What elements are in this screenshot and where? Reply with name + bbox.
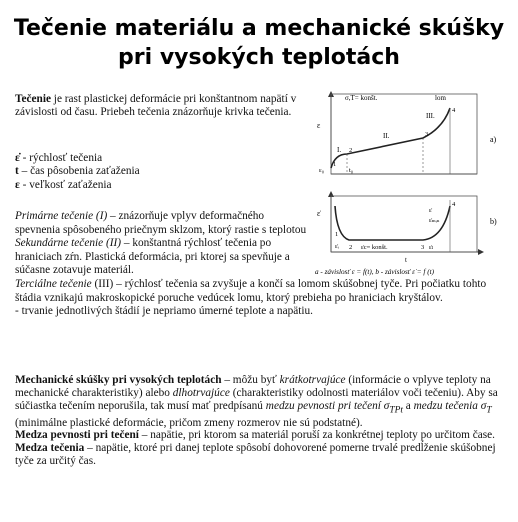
symbol-desc: – čas pôsobenia zaťaženia: [18, 165, 140, 178]
fig-eps-axis: ε: [317, 121, 321, 130]
symbol-row: [15, 165, 305, 178]
fig-stage-1: I.: [337, 146, 342, 154]
tests-text: (charakteristiky odolnosti materiálov voči tečeniu). Aby sa súčiastka tečením neporušila, tak musí mať predpísanú: [15, 386, 498, 412]
secondary-stage: [15, 237, 310, 278]
creep-curve-figure: [305, 88, 515, 280]
fig-b4: 4: [452, 201, 456, 208]
fig-t0: t₀: [349, 167, 354, 174]
slide-title: [0, 14, 518, 72]
tests-text: (minimálne plastické deformácie, pričom zmeny rozmerov nie sú podstatné).: [15, 416, 363, 429]
fig-pt-3: 3: [425, 131, 429, 138]
fig-b1: 1: [335, 231, 339, 238]
creep-strength-label: medzu pevnosti pri tečení σ: [265, 399, 390, 412]
short-term: krátkotrvajúce: [279, 374, 346, 386]
fig-stage-2: II.: [383, 132, 390, 140]
symbol: t: [15, 165, 19, 178]
tertiary-term: Terciálne tečenie: [15, 277, 92, 290]
mechanical-tests: [15, 374, 507, 468]
creep-strength-limit: [265, 399, 403, 415]
definition-term: Medza pevnosti pri tečení: [15, 429, 139, 442]
fig-label-top: σ,T= konšt.: [345, 94, 378, 102]
symbol-legend: [15, 152, 305, 192]
definition-term: Medza tečenia: [15, 442, 85, 455]
intro-text: je rast plastickej deformácie pri konštantnom napätí v závislosti od času. Priebeh tečenia znázorňuje krivka tečenia.: [15, 93, 297, 119]
secondary-term: Sekundárne tečenie (II): [15, 237, 122, 250]
creep-limit-sub: T: [486, 404, 492, 415]
fig-pt-1: 1: [333, 161, 337, 168]
symbol-desc: - rýchlosť tečenia: [19, 152, 103, 164]
fig-b3: 3: [421, 244, 425, 251]
secondary-text: – konštantná rýchlosť tečenia po hraniciach zŕn. Plastická deformácia, pri ktorej sa spevňuje a súčasne zotavuje materiál.: [15, 237, 290, 277]
fig-pt-2: 2: [349, 147, 353, 154]
tests-text: (informácie o vplyve teploty na mechanické charakteristiky) alebo: [15, 374, 491, 399]
panel-b: [317, 194, 497, 264]
fig-panel-b: b): [490, 217, 497, 226]
symbol-desc: - veľkosť zaťaženia: [19, 178, 112, 191]
fig-epsdot-c: ε̇c= konšt.: [361, 244, 388, 251]
tertiary-text: (III) – rýchlosť tečenia sa zvyšuje a končí sa lomom skúšobnej tyče. Pri počiatku tohto štádia vznikajú makroskopické poruche vedúcek lomu, ktorý prebieha po hraniciach kryštálov.: [15, 277, 487, 304]
fig-epsdot-label: ε̇: [429, 207, 432, 214]
fig-epsdot-min: ε̇ₘᵢₙ: [429, 217, 440, 224]
fig-panel-a: a): [490, 135, 497, 144]
fig-epsdot-axis: ε̇: [317, 209, 321, 218]
tests-paragraph: [15, 374, 507, 429]
symbol: ε̇: [15, 152, 20, 164]
tests-heading: Mechanické skúšky pri vysokých teplotách: [15, 374, 222, 386]
fig-epsdot-l: ε̇ₗ: [429, 244, 434, 251]
fig-eps0: ε₀: [319, 167, 324, 174]
fig-t-axis: t: [405, 256, 407, 264]
long-term: dlhotrvajúce: [172, 386, 230, 399]
panel-a-frame: [331, 94, 477, 174]
intro-term: Tečenie: [15, 93, 51, 105]
primary-stage: [15, 210, 310, 237]
fig-lom: lom: [435, 94, 446, 102]
tests-text: a: [402, 399, 414, 412]
definition-text: – napätie, pri ktorom sa materiál poruší za konkrétnej teploty po určitom čase.: [138, 429, 495, 442]
fig-epsdot-i: ε̇ᵢ: [335, 243, 339, 250]
fig-b2: 2: [349, 244, 353, 251]
fig-caption: a - závislosť ε = f(t), b - závislosť ε̇ = f (t): [315, 268, 435, 276]
fig-pt-4: 4: [452, 107, 456, 114]
creep-limit: [413, 399, 492, 415]
primary-term: Primárne tečenie (I): [15, 210, 108, 222]
title-line-1: Tečenie materiálu a mechanické skúšky: [13, 16, 505, 41]
definition-2: [15, 442, 507, 468]
panel-a: [317, 94, 497, 174]
tests-text: – môžu byť: [221, 374, 280, 386]
creep-strength-sub: TPt: [389, 404, 403, 415]
symbol: ε: [15, 178, 20, 191]
primary-text: – znázorňuje vplyv deformačného spevnenia spôsobeného priečnym sklzom, ktorý rastie s teplotou: [15, 210, 307, 236]
symbol-row: [15, 179, 305, 192]
creep-limit-label: medzu tečenia σ: [413, 399, 487, 412]
tertiary-stage: [15, 278, 505, 305]
title-line-2: pri vysokých teplotách: [118, 45, 400, 70]
definition-text: – napätie, ktoré pri danej teplote spôsobí dohovorené pomerne trvalé predĺženie skúšobnej tyče za určitý čas.: [15, 442, 496, 468]
definition-1: [15, 429, 507, 442]
intro-paragraph: [15, 93, 305, 119]
fig-stage-3: III.: [426, 112, 435, 120]
stage-note: - trvanie jednotlivých štádií je nepriamo úmerné teplote a napätiu.: [15, 305, 314, 318]
symbol-row: [15, 152, 305, 165]
